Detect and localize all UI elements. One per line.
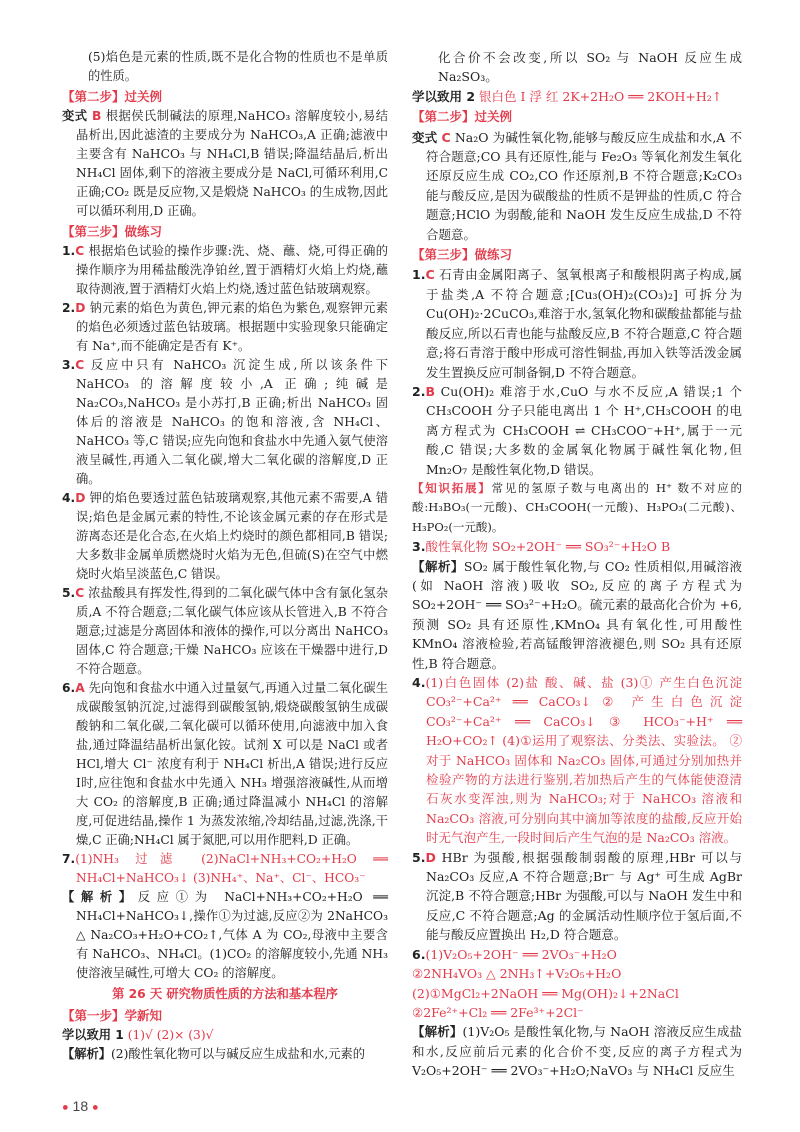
q-number: 5. xyxy=(62,586,76,600)
right-column xyxy=(412,48,742,1081)
q-number: 3. xyxy=(412,539,426,555)
right-q5 xyxy=(412,848,742,945)
footer-dot-left: ● xyxy=(62,1101,69,1114)
analysis-text: SO₂ 属于酸性氧化物,与 CO₂ 性质相似,用碱溶液(如 NaOH 溶液)吸收 SO₂,反应的离子方程式为 SO₂+2OH⁻ ══ SO₃²⁻+H₂O。硫元素的最高化合价为 +6,预测 SO₂ 具有还原性,KMnO₄ 具有氧化性,可用酸性 KMnO₄ 溶液检验,若高锰酸钾溶液褪色,则 SO₂ 具有还原性,B 符合题意。 xyxy=(412,558,742,671)
practice-label: 学以致用 1 xyxy=(62,1028,124,1042)
q-answer: A xyxy=(75,681,85,695)
tip-text: 常见的氢原子数与电离出的 H⁺ 数不对应的酸:H₃BO₃(一元酸)、CH₃COOH(一元酸)、H₃PO₃(二元酸)、H₃PO₂(一元酸)。 xyxy=(412,480,742,534)
q-text: 钾的焰色要透过蓝色钴玻璃观察,其他元素不需要,A 错误;焰色是金属元素的特性,不论该金属元素的存在形式是游离态还是化合态,在火焰上灼烧时的颜色都相同,B 错误;大多数非金属单质燃烧时火焰为无色,但硫(S)在空气中燃烧时火焰呈淡蓝色,C 错误。 xyxy=(76,491,388,581)
q-number: 2. xyxy=(412,383,426,399)
q-answer: (1)白色固体 (2)盐 酸、碱、盐 (3)① 产生白色沉淀 CO₃²⁻+Ca²⁺ ══ CaCO₃↓ ② 产生白色沉淀 CO₃²⁻+Ca²⁺ ══ CaCO₃↓ ③ HCO₃⁻+H⁺ ══ H₂O+CO₂↑ (4)①运用了观察法、分类法、实验法。 ②对于 NaHCO₃ 固体和 Na₂CO₃ 固体,可通过分别加热并检验产物的方法进行鉴别,若加热后产生的气体能使澄清石灰水变浑浊,则为 NaHCO₃;对于 NaHCO₃ 溶液和 Na₂CO₃ 溶液,可分别向其中滴加等浓度的盐酸,反应开始时无气泡产生,一段时间后产生气泡的是 Na₂CO₃ 溶液。 xyxy=(425,675,742,846)
q-number: 6. xyxy=(62,681,76,695)
variant-label: 变式 xyxy=(412,129,438,145)
q-answer: (1)NH₃ 过滤 (2)NaCl+NH₃+CO₂+H₂O ══ NH₄Cl+NaHCO₃↓ (3)NH₄⁺、Na⁺、Cl⁻、HCO₃⁻ xyxy=(75,852,388,885)
right-q4 xyxy=(412,673,742,848)
q-text: 反应中只有 NaHCO₃ 沉淀生成,所以该条件下 NaHCO₃ 的溶解度较小,A 正确;纯碱是 Na₂CO₃,NaHCO₃ 是小苏打,B 正确;析出 NaHCO₃ 固体后的溶液是 NaHCO₃ 的饱和溶液,含 NH₄Cl、NaHCO₃ 等,C 错误;应先向饱和食盐水中先通入氨气使溶液呈碱性,再通入二氧化碳,增大二氧化碳的溶解度,D 正确。 xyxy=(76,358,388,486)
q-number: 7. xyxy=(62,852,76,866)
tip-label: 【知识拓展】 xyxy=(412,480,492,495)
q-text: 根据焰色试验的操作步骤:洗、烧、蘸、烧,可得正确的操作顺序为用稀盐酸洗净铂丝,置于酒精灯火焰上灼烧,蘸取待测液,置于酒精灯火焰上灼烧,透过蓝色钴玻璃观察。 xyxy=(76,244,388,296)
practice-answer: 银白色 Ⅰ 浮 红 2K+2H₂O ══ 2KOH+H₂↑ xyxy=(479,88,723,104)
right-q3 xyxy=(412,537,742,556)
left-q7 xyxy=(62,850,388,888)
right-q6-line2: ②2NH₄VO₃ △ 2NH₃↑+V₂O₅+H₂O xyxy=(412,966,622,982)
right-q6-line3: (2)①MgCl₂+2NaOH ══ Mg(OH)₂↓+2NaCl xyxy=(412,985,679,1001)
left-section-step2: 【第二步】过关例 xyxy=(62,89,163,104)
left-column xyxy=(62,48,388,1064)
q-answer: D xyxy=(425,849,436,865)
q-answer: C xyxy=(75,244,85,258)
q-answer-line: (1)V₂O₅+2OH⁻ ══ 2VO₃⁻+H₂O xyxy=(425,946,617,962)
right-q3-analysis xyxy=(412,557,742,673)
right-continuation: 化合价不会改变,所以 SO₂ 与 NaOH 反应生成 Na₂SO₃。 xyxy=(438,50,742,85)
practice-answer: (1)√ (2)× (3)√ xyxy=(127,1028,214,1042)
right-q6 xyxy=(412,945,742,964)
q-answer: 酸性氧化物 SO₂+2OH⁻ ══ SO₃²⁻+H₂O B xyxy=(425,539,671,555)
analysis-label: 【解析】 xyxy=(62,1047,111,1061)
right-variant-block xyxy=(412,128,742,244)
right-section-step3: 【第三步】做练习 xyxy=(412,247,513,263)
variant-label: 变式 xyxy=(62,109,88,123)
analysis-text: (1)V₂O₅ 是酸性氧化物,与 NaOH 溶液反应生成盐和水,反应前后元素的化合价不变,反应的离子方程式为 V₂O₅+2OH⁻ ══ 2VO₃⁻+H₂O;NaVO₃ 与 NH₄Cl 反应生 xyxy=(412,1024,742,1079)
page-number: 18 xyxy=(72,1098,89,1114)
footer-dot-right: ● xyxy=(92,1101,99,1114)
left-q5 xyxy=(62,584,388,679)
q-answer: B xyxy=(425,383,435,399)
variant-answer: C xyxy=(441,129,451,145)
right-q2 xyxy=(412,382,742,479)
left-q4 xyxy=(62,489,388,584)
q-text: 浓盐酸具有挥发性,得到的二氧化碳气体中含有氯化氢杂质,A 不符合题意;二氧化碳气体应该从长管进入,B 不符合题意;过滤是分离固体和液体的操作,可以分离出 NaHCO₃ 固体,C 符合题意;干燥 NaHCO₃ 应该在干燥器中进行,D 不符合题意。 xyxy=(76,586,388,676)
q-number: 5. xyxy=(412,849,426,865)
left-section-step1: 【第一步】学新知 xyxy=(62,1008,163,1023)
variant-answer: B xyxy=(91,109,102,123)
left-variant-block xyxy=(62,107,388,221)
left-q2 xyxy=(62,299,388,356)
practice-1 xyxy=(62,1026,388,1045)
q-number: 3. xyxy=(62,358,76,372)
analysis-label: 【解析】 xyxy=(412,1024,463,1040)
left-q7-analysis xyxy=(62,888,388,983)
practice-1-analysis xyxy=(62,1045,388,1064)
q-answer: C xyxy=(75,358,85,372)
right-section-step2: 【第二步】过关例 xyxy=(412,109,513,125)
q-answer: C xyxy=(425,267,435,283)
q-number: 4. xyxy=(62,491,76,505)
day-heading: 第 26 天 研究物质性质的方法和基本程序 xyxy=(112,987,338,1001)
q-number: 1. xyxy=(412,267,426,283)
q-number: 1. xyxy=(62,244,76,258)
practice-2 xyxy=(412,87,742,106)
q-number: 6. xyxy=(412,946,426,962)
right-q6-line4: ②2Fe²⁺+Cl₂ ══ 2Fe³⁺+2Cl⁻ xyxy=(412,1004,584,1020)
variant-text: 根据侯氏制碱法的原理,NaHCO₃ 溶解度较小,易结晶析出,因此滤渣的主要成分为 NaHCO₃,A 正确;滤液中主要含有 NaHCO₃ 与 NH₄Cl,B 错误;降温结晶后,析出 NH₄Cl 固体,剩下的溶液主要成分是 NaCl,可循环利用,C 正确;CO₂ 既是反应物,又是煅烧 NaHCO₃ 的生成物,因此可以循环利用,D 正确。 xyxy=(76,109,389,218)
analysis-text: (2)酸性氧化物可以与碱反应生成盐和水,元素的 xyxy=(111,1047,365,1061)
q-number: 4. xyxy=(412,675,426,690)
left-q6 xyxy=(62,679,388,850)
left-q1 xyxy=(62,242,388,299)
left-continuation: (5)焰色是元素的性质,既不是化合物的性质也不是单质的性质。 xyxy=(88,50,388,83)
q-text: 石青由金属阳离子、氢氧根离子和酸根阴离子构成,属于盐类,A 不符合题意;[Cu₃(OH)₂(CO₃)₂] 可拆分为 Cu(OH)₂·2CuCO₃,难溶于水,氢氧化物和碳酸盐都能与盐酸反应,所以石青也能与盐酸反应,B 不符合题意,C 符合题意;将石青溶于酸中形成可溶性铜盐,再加入铁等活泼金属发生置换反应可制备铜,D 不符合题意。 xyxy=(426,267,742,380)
q-number: 2. xyxy=(62,301,76,315)
practice-label: 学以致用 2 xyxy=(412,88,476,104)
q-text: 先向饱和食盐水中通入过量氨气,再通入过量二氧化碳生成碳酸氢钠沉淀,过滤得到碳酸氢钠,煅烧碳酸氢钠生成碳酸钠和二氧化碳,二氧化碳可以循环使用,向滤液中加入食盐,通过降温结晶析出氯化铵。试剂 X 可以是 NaCl 或者 HCl,增大 Cl⁻ 浓度有利于 NH₄Cl 析出,A 错误;进行反应Ⅰ时,应往饱和食盐水中先通入 NH₃ 增强溶液碱性,从而增大 CO₂ 的溶解度,B 正确;通过降温减小 NH₄Cl 的溶解度,可促进结晶,操作 1 为蒸发浓缩,冷却结晶,过滤,洗涤,干燥,C 正确;NH₄Cl 属于氮肥,可以用作肥料,D 正确。 xyxy=(76,681,388,847)
left-section-step3: 【第三步】做练习 xyxy=(62,224,163,239)
analysis-label: 【解析】 xyxy=(412,558,464,574)
right-q6-analysis xyxy=(412,1022,742,1080)
q-answer: D xyxy=(75,491,86,505)
left-q3 xyxy=(62,356,388,489)
variant-text: Na₂O 为碱性氧化物,能够与酸反应生成盐和水,A 不符合题意;CO 具有还原性,能与 Fe₂O₃ 等氧化剂发生氧化还原反应生成 CO₂,CO 作还原剂,B 不符合题意;K₂CO₃ 能与酸反应,是因为碳酸盐的性质不是钾盐的性质,C 符合题意;HClO 为弱酸,能和 NaOH 发生反应生成盐,D 不符合题意。 xyxy=(426,129,742,242)
analysis-label: 【解析】 xyxy=(62,890,138,904)
q-answer: C xyxy=(75,586,85,600)
q-answer: D xyxy=(75,301,86,315)
page-footer xyxy=(62,1098,99,1114)
q-text: 钠元素的焰色为黄色,钾元素的焰色为紫色,观察钾元素的焰色必须透过蓝色钴玻璃。根据题中实验现象只能确定有 Na⁺,而不能确定是否有 K⁺。 xyxy=(76,301,388,353)
right-q1 xyxy=(412,265,742,381)
knowledge-tip xyxy=(412,479,742,537)
q-text: HBr 为强酸,根据强酸制弱酸的原理,HBr 可以与 Na₂CO₃ 反应,A 不符合题意;Br⁻ 与 Ag⁺ 可生成 AgBr 沉淀,B 不符合题意;HBr 为强酸,可以与 NaOH 发生中和反应,C 不符合题意;Ag 的金属活动性顺序位于氢后面,不能与酸反应置换出 H₂,D 符合题意。 xyxy=(426,849,742,943)
q-text: Cu(OH)₂ 难溶于水,CuO 与水不反应,A 错误;1 个 CH₃COOH 分子只能电离出 1 个 H⁺,CH₃COOH 的电离方程式为 CH₃COOH ⇌ CH₃COO⁻+H⁺,属于一元酸,C 错误;大多数的金属氧化物属于碱性氧化物,但 Mn₂O₇ 是酸性氧化物,D 错误。 xyxy=(426,383,742,477)
analysis-text: 反应①为 NaCl+NH₃+CO₂+H₂O ══ NH₄Cl+NaHCO₃↓,操作①为过滤,反应②为 2NaHCO₃ △ Na₂CO₃+H₂O+CO₂↑,气体 A 为 CO₂,母液中主要含有 NaHCO₃、NH₄Cl。(1)CO₂ 的溶解度较小,先通 NH₃ 使溶液呈碱性,可增大 CO₂ 的溶解度。 xyxy=(76,890,389,980)
